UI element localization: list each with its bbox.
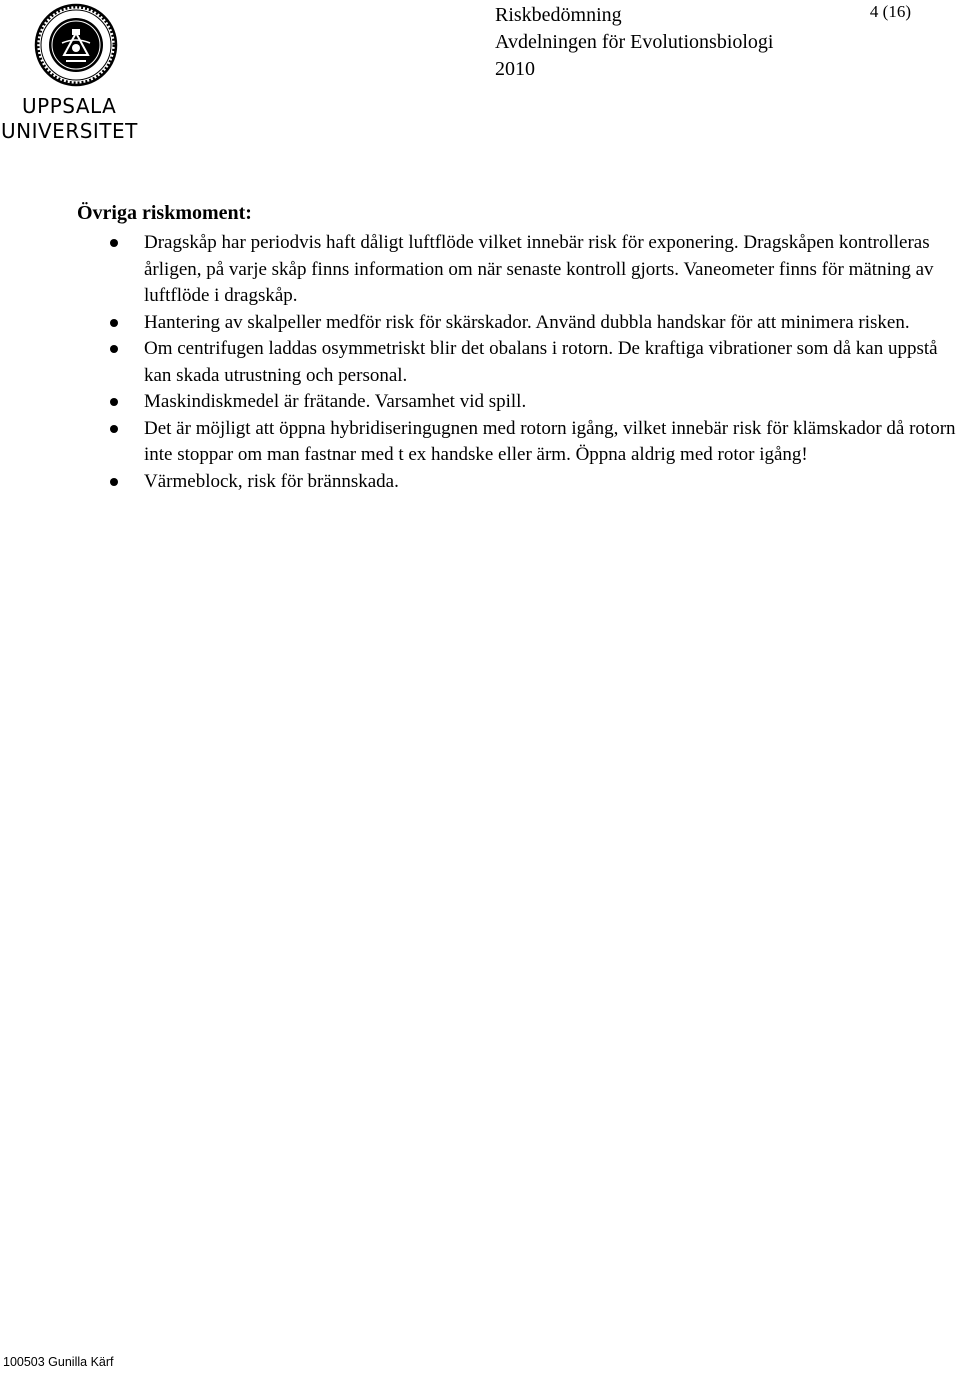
risk-list-item: Maskindiskmedel är frätande. Varsamhet vid spill. bbox=[106, 389, 960, 416]
footer-text: 100503 Gunilla Kärf bbox=[3, 1355, 114, 1369]
document-year: 2010 bbox=[495, 58, 535, 80]
university-seal-icon bbox=[34, 3, 118, 87]
document-header bbox=[495, 2, 774, 83]
risk-list-item: Dragskåp har periodvis haft dåligt luftflöde vilket innebär risk för exponering. Dragskåpen kontrolleras årligen, på varje skåp finns information om när senaste kontroll gjorts. Vaneometer finns för mätning av luftflöde i dragskåp. bbox=[106, 230, 960, 310]
department-name: Avdelningen för Evolutionsbiologi bbox=[495, 31, 774, 53]
section-title: Övriga riskmoment: bbox=[77, 202, 252, 224]
university-logo bbox=[0, 0, 160, 150]
wordmark-line-1: UPPSALA bbox=[22, 94, 117, 118]
university-wordmark bbox=[0, 94, 160, 144]
risk-list-item: Värmeblock, risk för brännskada. bbox=[106, 469, 960, 496]
risk-list-item: Om centrifugen laddas osymmetriskt blir det obalans i rotorn. De kraftiga vibrationer som då kan uppstå kan skada utrustning och personal. bbox=[106, 336, 960, 389]
document-title: Riskbedömning bbox=[495, 4, 622, 26]
risk-list bbox=[106, 230, 960, 495]
page-number: 4 (16) bbox=[869, 2, 911, 21]
risk-list-item: Det är möjligt att öppna hybridiseringugnen med rotorn igång, vilket innebär risk för klämskador då rotorn inte stoppar om man fastnar med t ex handske eller ärm. Öppna aldrig med rotor igång! bbox=[106, 416, 960, 469]
wordmark-line-2: UNIVERSITET bbox=[1, 119, 138, 143]
risk-list-item: Hantering av skalpeller medför risk för skärskador. Använd dubbla handskar för att minimera risken. bbox=[106, 310, 960, 337]
